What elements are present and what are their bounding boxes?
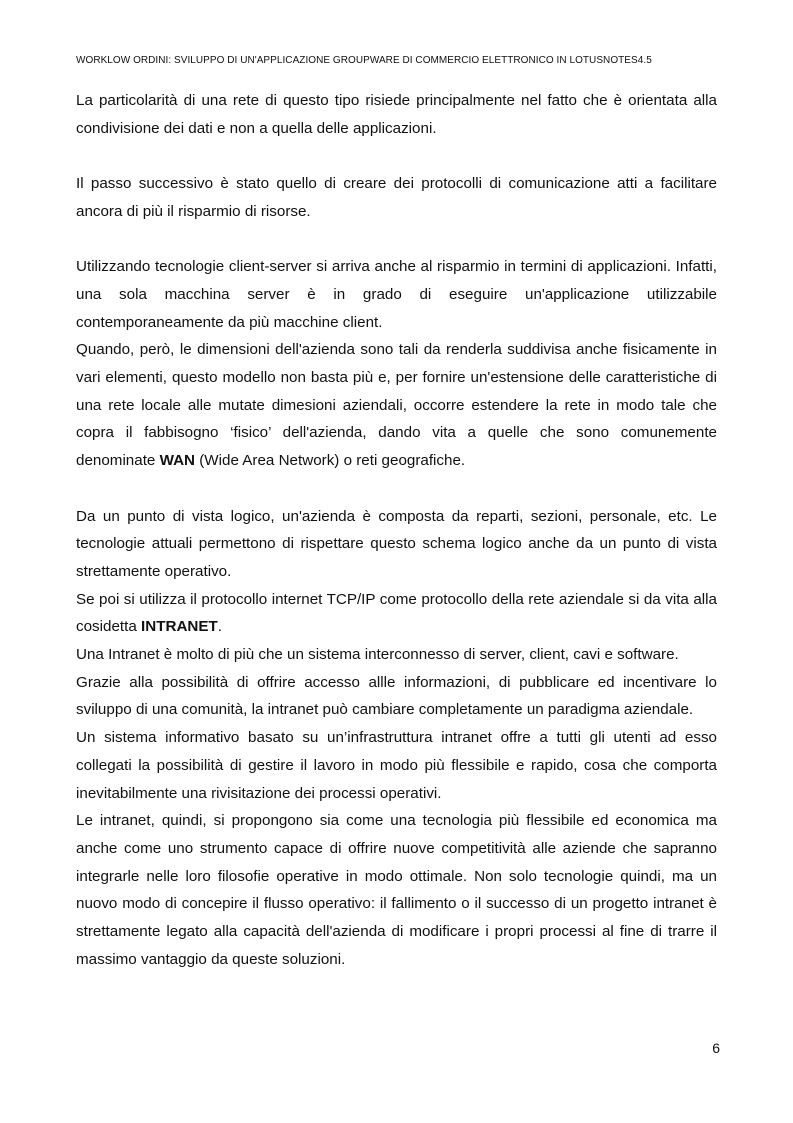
paragraph: Una Intranet è molto di più che un sistema interconnesso di server, client, cavi e software. (76, 646, 679, 664)
paragraph: Grazie alla possibilità di offrire accesso allle informazioni, di pubblicare ed incentivare lo sviluppo di una comunità, la intranet può cambiare completamente un paradigma aziendale. (76, 673, 717, 719)
paragraph-gap (76, 142, 717, 170)
bold-term-intranet: INTRANET (141, 618, 218, 636)
running-header: WORKLOW ORDINI: SVILUPPO DI UN'APPLICAZIONE GROUPWARE DI COMMERCIO ELETTRONICO IN LOTUSNOTES4.5 (76, 55, 652, 66)
paragraph: La particolarità di una rete di questo tipo risiede principalmente nel fatto che è orientata alla condivisione dei dati e non a quella delle applicazioni. (76, 92, 717, 137)
paragraph (76, 586, 717, 641)
page-number: 6 (712, 1040, 720, 1056)
paragraph-text: (Wide Area Network) o reti geografiche. (195, 452, 466, 470)
paragraph: Da un punto di vista logico, un'azienda è composta da reparti, sezioni, personale, etc. Le tecnologie attuali permettono di rispettare questo schema logico anche da un punto di vista strettamente operativo. (76, 507, 717, 580)
bold-term-wan: WAN (159, 452, 196, 470)
paragraph: Il passo successivo è stato quello di creare dei protocolli di comunicazione atti a facilitare ancora di più il risparmio di risorse. (76, 175, 717, 220)
paragraph-gap (76, 475, 717, 503)
paragraph-text: . (217, 618, 223, 636)
paragraph-gap (76, 226, 717, 254)
paragraph: Utilizzando tecnologie client-server si arriva anche al risparmio in termini di applicazioni. Infatti, una sola macchina server è in grado di eseguire un'applicazione utilizzabile contemporaneamente da più macchine client. (76, 258, 717, 331)
paragraph (76, 336, 717, 475)
paragraph: Un sistema informativo basato su un’infrastruttura intranet offre a tutti gli utenti ad esso collegati la possibilità di gestire il lavoro in modo più flessibile e rapido, cosa che comporta inevitabilmente una rivisitazione dei processi operativi. (76, 729, 717, 802)
paragraph: Le intranet, quindi, si propongono sia come una tecnologia più flessibile ed economica ma anche come uno strumento capace di offrire nuove competitività alle aziende che sapranno integrarle nelle loro filosofie operative in modo ottimale. Non solo tecnologie quindi, ma un nuovo modo di concepire il flusso operativo: il fallimento o il successo di un progetto intranet è strettamente legato alla capacità dell'azienda di modificare i propri processi al fine di trarre il massimo vantaggio da queste soluzioni. (76, 812, 717, 968)
body-text (76, 87, 717, 973)
paragraph-text: Se poi si utilizza il protocollo internet TCP/IP come protocollo della rete aziendale si da vita alla cosidetta (76, 590, 717, 636)
paragraph-text: Quando, però, le dimensioni dell'azienda sono tali da renderla suddivisa anche fisicamente in vari elementi, questo modello non basta più e, per fornire un'estensione delle caratteristiche di una rete locale alle mutate dimesioni aziendali, occorre estendere la rete in modo tale che copra il fabbisogno ‘fisico’ dell'azienda, dando vita a quelle che sono comunemente denominate (76, 341, 717, 470)
